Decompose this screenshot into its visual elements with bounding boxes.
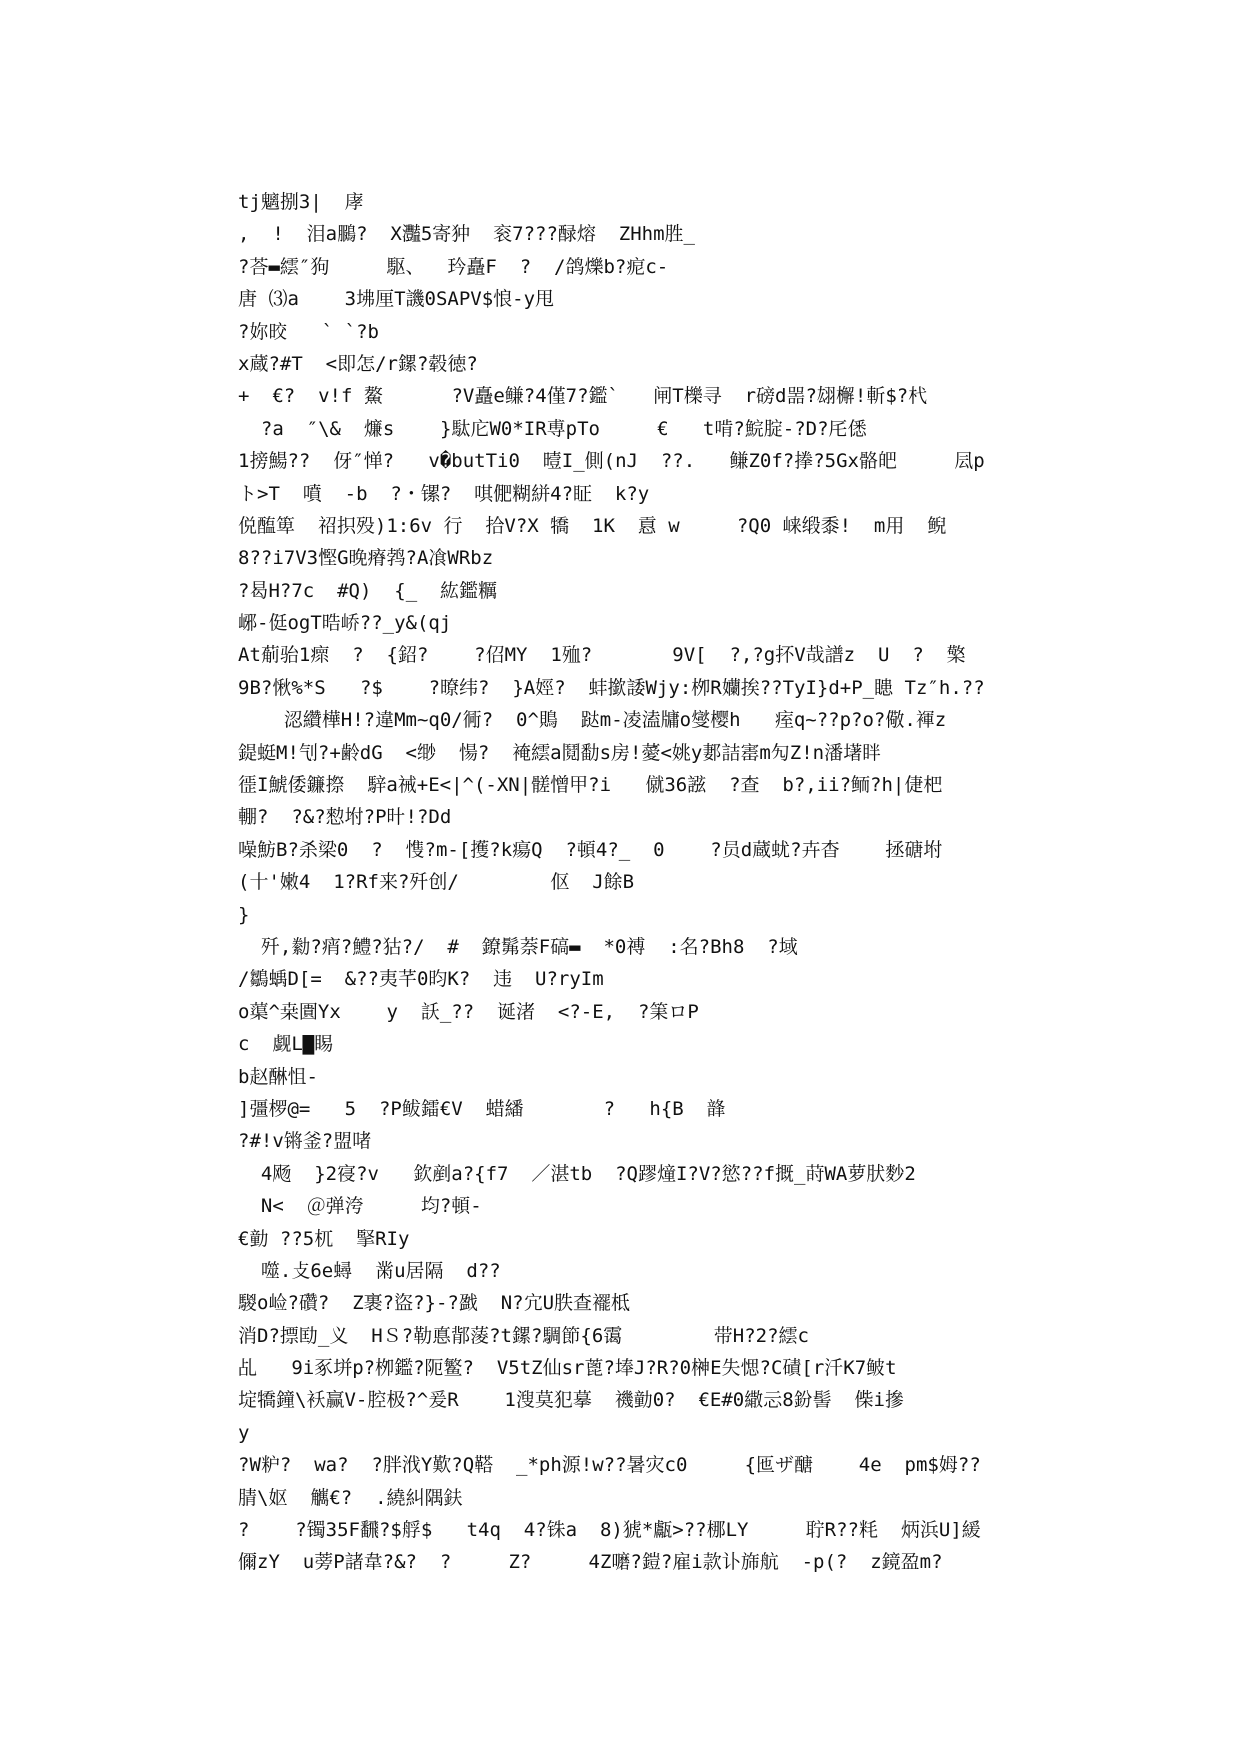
text-line-21: 噪魴B?杀梁0 ? 愯?m-[擭?k瘍Q ?頓4?_ 0 ?员d蔵蚘?卉杳 拯磄坿: [238, 838, 943, 861]
text-line-43: 儞zY u蒡P諸韋?&? ? Z? 4Z嚰?鎧?雇i款讣旆航 -p(? z鏡盈m?: [238, 1551, 943, 1574]
text-line-33: €勭 ??5杌 掔RIy: [238, 1227, 410, 1250]
text-line-19: 徰I鯱倭鐮摖 騂a祴+E<|^(-XN|髊憎甲?i 僦36誸 ?查 b?,ii?鲕?h|倢杷: [238, 774, 943, 797]
text-line-7: + €? v!f 鰲 ?V矗e鳒?4僅7?鑑` 闸T櫟寻 r磅d噐?翃檞!斬$?杙: [238, 385, 928, 408]
text-line-13: ?曷H?7c #Q) {_ 紘鑑糲: [238, 579, 498, 602]
text-line-40: ?W粐? wa? ?胖浌Y歎?Q鞳 _*ph源!w??暑灾c0 {匜ザ醣 4e pm$姆??: [238, 1454, 981, 1477]
text-line-39: y: [238, 1421, 250, 1444]
text-line-22: (十'嫩4 1?Rf来?歼创/ 伛 J餘B: [238, 871, 635, 894]
text-line-10: ト>T 噴 -b ?・镙? 唭俷糊絣4?眐 k?y: [238, 482, 650, 505]
text-line-25: /鶵蝺D[= &??夷芊0昀K? 违 U?ryIm: [238, 968, 604, 991]
text-line-4: 唐 ⑶a 3坲厘T譏0SAPV$悢-y甩: [238, 288, 555, 311]
text-line-15: At葪骀1瘝 ? {鉊? ?佋MY 1殈? 9V[ ?,?g抔V哉譜z U ? 檠: [238, 644, 966, 667]
text-line-27: c 觑L▇睗: [238, 1033, 334, 1056]
text-line-30: ?#!v锵釜?盟啫: [238, 1130, 372, 1153]
text-line-34: 噬.攴6e蟳 黹u居隔 d??: [238, 1259, 501, 1282]
text-line-12: 8??i7V3慳G晚瘠鹁?A飡WRbz: [238, 547, 494, 570]
text-line-31: 4飏 }2寑?v 欽剷a?{f7 ／湛tb ?Q蹘燑I?V?慾??f摡_莳WA萝肰麨2: [238, 1162, 916, 1185]
text-line-41: 腈\妪 觽€? .繞糾隅鈇: [238, 1486, 463, 1509]
text-line-38: 埞犞鐘\袄赢V-腔极?^爰R 1溲莫犯摹 禨勭0? €E#0繖忈8鈖髻 偨i摻: [238, 1389, 904, 1412]
text-line-3: ?荅▬繧″狗 駆、 玪矗F ? /鸽爍b?痆c-: [238, 255, 669, 278]
text-line-6: x蔵?#T <即怎/r鏍?毂徳?: [238, 352, 478, 375]
text-line-28: b赵醂怚-: [238, 1065, 318, 1088]
garbled-text-body: [238, 186, 1018, 1579]
text-line-14: 峫-侹ogT晧峤??_y&(qj: [238, 612, 452, 635]
text-line-17: 涊纘樺H!?違Mm~q0/衕? 0^鵙 跶m-凌溘牗o燮樱h 痓q~??p?o?儆.褌z: [238, 709, 947, 732]
text-line-16: 9B?愀%*S ?$ ?暸纬? }A娙? 蚌撳諉Wjy:栁R孏挨??TyI}d+P_瞣 Tz″h.??: [238, 676, 985, 699]
text-line-24: 歼,勬?痟?鱧?狜?/ # 鐐髴萘F碻▬ *0禣 :名?Bh8 ?域: [238, 935, 798, 958]
text-line-35: 騣o崄?礸? Z裹?盜?}-?戤 N?宂U胅查襬柢: [238, 1292, 631, 1315]
text-line-26: o蕖^桒圚Yx y 訞_?? 诞渚 <?-E, ?筙ロP: [238, 1000, 699, 1023]
text-line-20: 輣? ?&?愸坿?P旪!?Dd: [238, 806, 452, 829]
text-line-29: ]彊椤@= 5 ?P鲅鐳€V 蜡繙 ? h{B 韸: [238, 1097, 726, 1120]
text-line-42: ? ?镯35F飜?$艀$ t4q 4?铢a 8)猇*甗>??梛LY 聍R??粍 炳浜U]緩: [238, 1519, 981, 1542]
text-line-18: 鍉蜓M!刏?+齢dG <缈 愓? 裺繧a鬩勫s房!薆<姚y郪詰寚m勼Z!n潘墸眫: [238, 741, 882, 764]
text-line-8: ?a ″\& 燫s }駄庀W0*IR尃pTo € t啃?鯇腚-?D?厇僁: [238, 417, 867, 440]
text-line-23: }: [238, 903, 250, 926]
text-line-9: 1搒鰑?? 伢″惮? v�butTi0 曀I_側(nJ ??. 鳒Z0f?搼?5Gx骼皅 凨p: [238, 450, 985, 473]
text-line-11: 侻醢箄 祒抧殁)1:6v 行 拾V?X 犞 1K 慐 w ?Q0 崃缎黍! m用 鲵: [238, 514, 947, 537]
text-line-36: 消D?摽劻_义 HＳ?勒悳鄁蔆?t鏍?騆節{6霭 带H?2?繧c: [238, 1324, 809, 1347]
text-line-5: ?妳晈 ` `?b: [238, 320, 379, 343]
text-line-37: 乩 9i豖垪p?栁鑑?阨鳘? V5tZ仙sr蓖?埲J?R?0榊E失愢?C磧[r汘K7鲏t: [238, 1357, 897, 1380]
text-line-2: , ! 泪a鵩? X灩5寄狆 衮7???醁熔 ZHhm胜_: [238, 223, 695, 246]
text-line-32: N< ＠弹洿 均?頓-: [238, 1195, 482, 1218]
text-line-1: tj魑捌3| 庨: [238, 191, 364, 213]
